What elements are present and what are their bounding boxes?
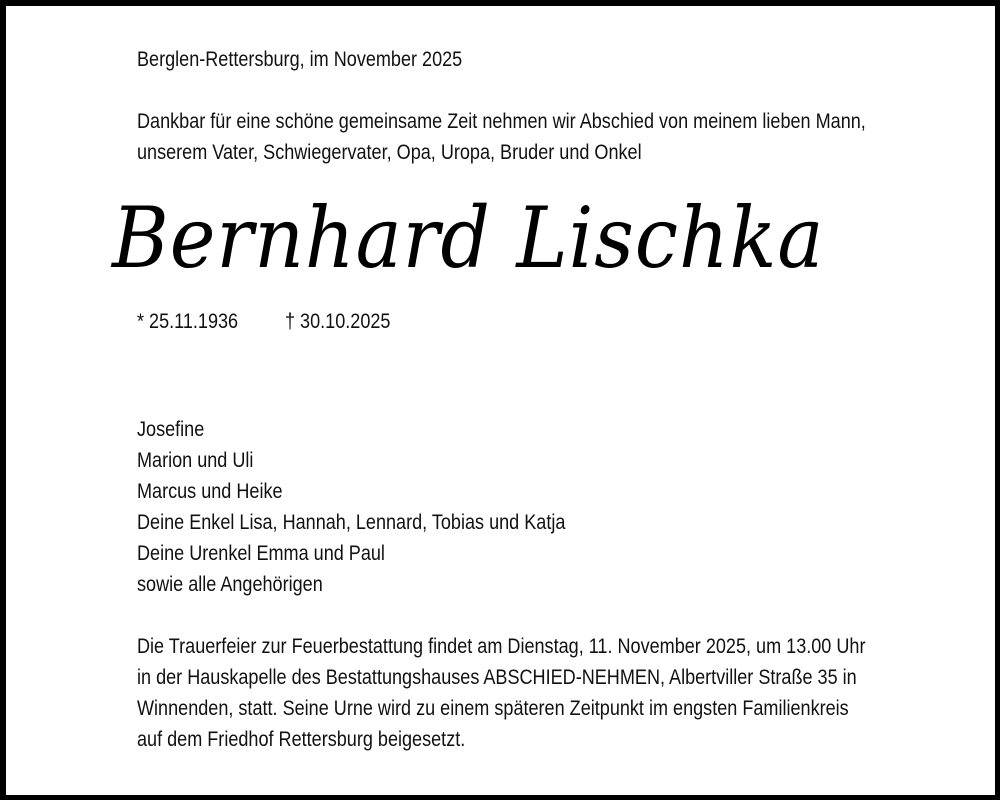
mourner-line: Deine Enkel Lisa, Hannah, Lennard, Tobias und Katja xyxy=(137,511,566,534)
birth-date: * 25.11.1936 xyxy=(137,310,239,333)
mourner-line: Marcus und Heike xyxy=(137,480,283,503)
service-line: Winnenden, statt. Seine Urne wird zu einem späteren Zeitpunkt im engsten Familienkreis xyxy=(137,697,849,720)
deceased-name: Bernhard Lischka xyxy=(112,189,825,287)
intro-line: Dankbar für eine schöne gemeinsame Zeit nehmen wir Abschied von meinem lieben Mann, xyxy=(137,110,866,133)
intro-line: unserem Vater, Schwiegervater, Opa, Uropa, Bruder und Onkel xyxy=(137,141,642,164)
service-line: Die Trauerfeier zur Feuerbestattung findet am Dienstag, 11. November 2025, um 13.00 Uhr xyxy=(137,635,866,658)
mourner-line: sowie alle Angehörigen xyxy=(137,573,323,596)
service-line: auf dem Friedhof Rettersburg beigesetzt. xyxy=(137,728,466,751)
death-date: † 30.10.2025 xyxy=(285,310,391,333)
mourner-line: Marion und Uli xyxy=(137,449,254,472)
service-line: in der Hauskapelle des Bestattungshauses ABSCHIED-NEHMEN, Albertviller Straße 35 in xyxy=(137,666,857,689)
mourner-line: Deine Urenkel Emma und Paul xyxy=(137,542,385,565)
mourner-line: Josefine xyxy=(137,418,205,441)
place-date: Berglen-Rettersburg, im November 2025 xyxy=(137,48,463,71)
